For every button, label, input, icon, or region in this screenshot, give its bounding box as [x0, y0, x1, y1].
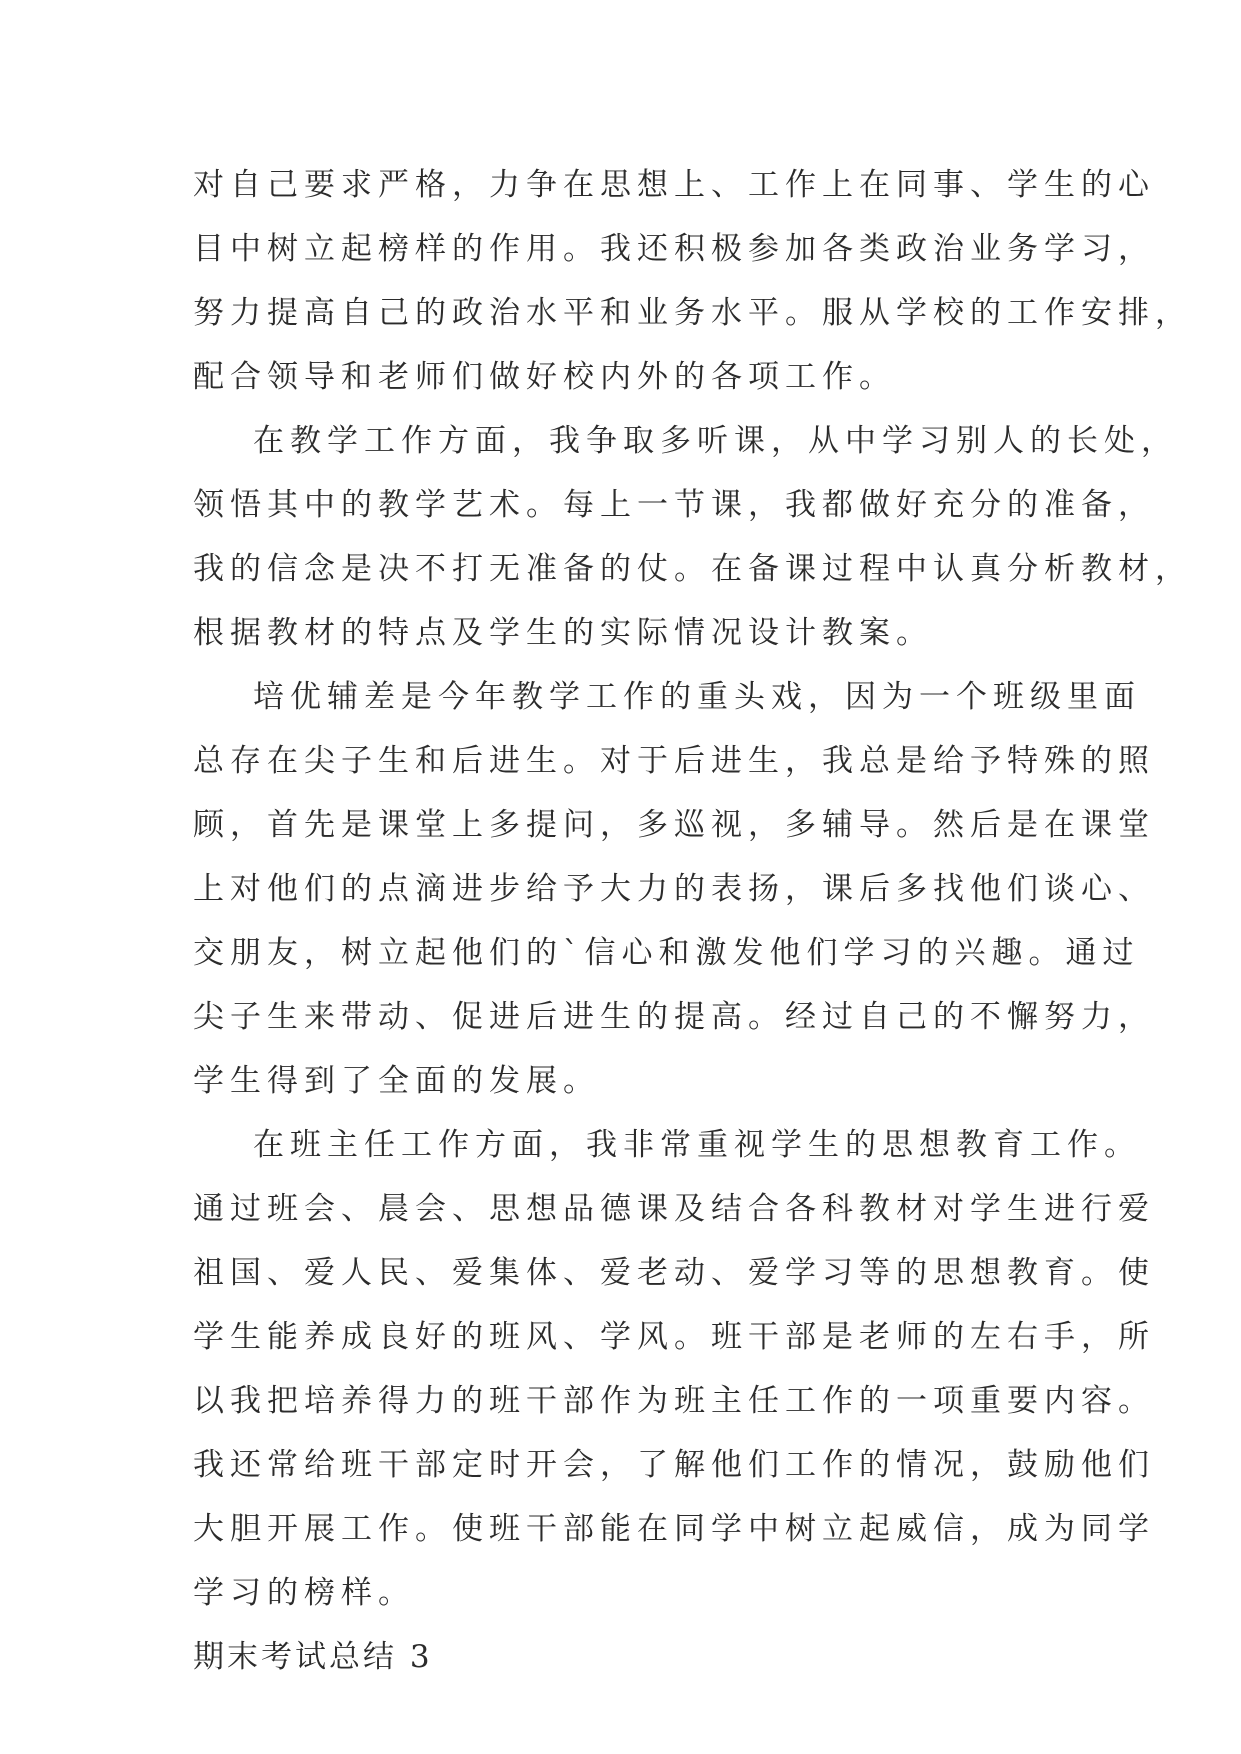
paragraph-first-line: 在班主任工作方面，我非常重视学生的思想教育工作。 [253, 1127, 1141, 1163]
text-line: 对自己要求严格，力争在思想上、工作上在同事、学生的心 [193, 167, 1155, 203]
text-line: 祖国、爱人民、爱集体、爱老动、爱学习等的思想教育。使 [193, 1255, 1155, 1291]
text-line: 学生能养成良好的班风、学风。班干部是老师的左右手，所 [193, 1319, 1155, 1355]
text-line: 学生得到了全面的发展。 [193, 1063, 600, 1099]
text-line: 配合领导和老师们做好校内外的各项工作。 [193, 359, 896, 395]
paragraph-first-line: 在教学工作方面，我争取多听课，从中学习别人的长处， [253, 423, 1178, 459]
text-line: 交朋友，树立起他们的`信心和激发他们学习的兴趣。通过 [193, 935, 1140, 971]
text-line: 以我把培养得力的班干部作为班主任工作的一项重要内容。 [193, 1383, 1155, 1419]
text-line: 通过班会、晨会、思想品德课及结合各科教材对学生进行爱 [193, 1191, 1155, 1227]
text-line: 学习的榜样。 [193, 1575, 415, 1611]
text-line: 我还常给班干部定时开会，了解他们工作的情况，鼓励他们 [193, 1447, 1155, 1483]
text-line: 顾，首先是课堂上多提问，多巡视，多辅导。然后是在课堂 [193, 807, 1155, 843]
text-line: 总存在尖子生和后进生。对于后进生，我总是给予特殊的照 [193, 743, 1155, 779]
text-line: 努力提高自己的政治水平和业务水平。服从学校的工作安排， [193, 295, 1192, 331]
text-line: 上对他们的点滴进步给予大力的表扬，课后多找他们谈心、 [193, 871, 1155, 907]
paragraph-first-line: 培优辅差是今年教学工作的重头戏，因为一个班级里面 [253, 679, 1141, 715]
text-line: 尖子生来带动、促进后进生的提高。经过自己的不懈努力， [193, 999, 1155, 1035]
text-line: 领悟其中的教学艺术。每上一节课，我都做好充分的准备， [193, 487, 1155, 523]
text-line: 我的信念是决不打无准备的仗。在备课过程中认真分析教材， [193, 551, 1192, 587]
text-line: 大胆开展工作。使班干部能在同学中树立起威信，成为同学 [193, 1511, 1155, 1547]
section-heading: 期末考试总结 3 [193, 1639, 433, 1675]
text-line: 根据教材的特点及学生的实际情况设计教案。 [193, 615, 933, 651]
text-line: 目中树立起榜样的作用。我还积极参加各类政治业务学习， [193, 231, 1155, 267]
